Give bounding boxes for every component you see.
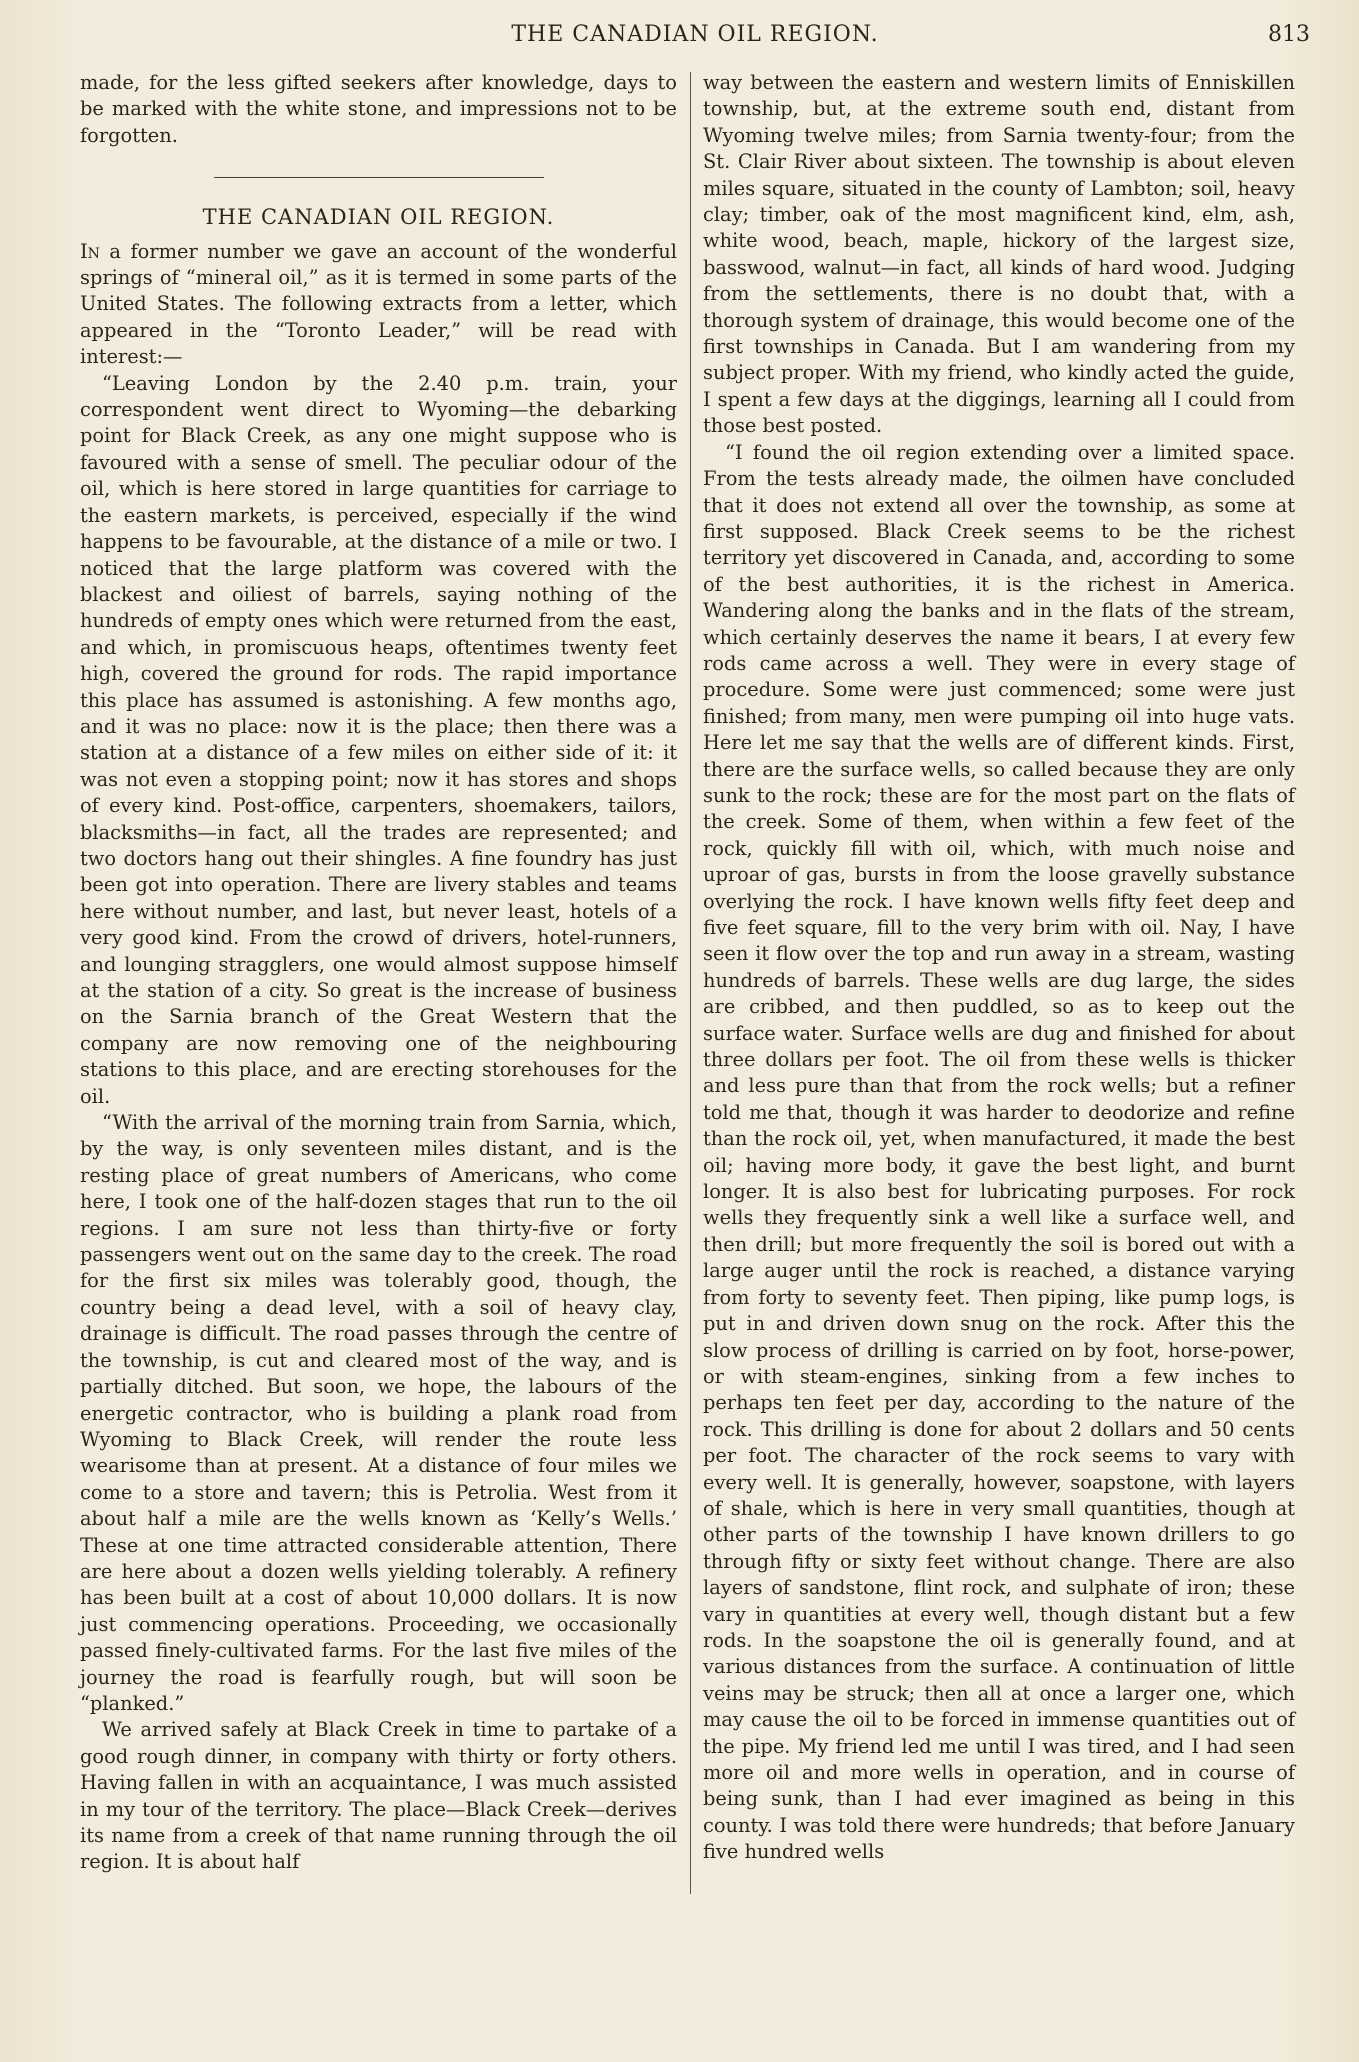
running-header (80, 22, 1310, 58)
right-column (703, 70, 1295, 1866)
intro-first-word: In (80, 239, 100, 263)
section-divider (214, 177, 544, 178)
body-paragraph: “Leaving London by the 2.40 p.m. train, your correspondent went direct to Wyoming—the debarking point for Black Creek, as any one might suppose who is favoured with a sense of smell. The peculiar odour of the oil, which is here stored in large quantities for carriage to the eastern markets, is perceived, especially if the wind happens to be favourable, at the distance of a mile or two. I noticed that the large platform was covered with the blackest and oiliest of barrels, saying nothing of the hundreds of empty ones which were returned from the east, and which, in promiscuous heaps, oftentimes twenty feet high, covered the ground for rods. The rapid importance this place has assumed is astonishing. A few months ago, and it was no place: now it is the place; then there was a station at a distance of a few miles on either side of it: it was not even a stopping point; now it has stores and shops of every kind. Post-office, carpenters, shoemakers, tailors, blacksmiths—in fact, all the trades are represented; and two doctors hang out their shingles. A fine foundry has just been got into operation. There are livery stables and teams here without number, and last, but never least, hotels of a very good kind. From the crowd of drivers, hotel-runners, and lounging stragglers, one would almost suppose himself at the station of a city. So great is the increase of business on the Sarnia branch of the Great Western that the company are now removing one of the neighbouring stations to this place, and are erecting storehouses for the oil. (80, 371, 677, 1108)
body-paragraph: We arrived safely at Black Creek in time to partake of a good rough dinner, in company with thirty or forty others. Having fallen in with an acquaintance, I was much assisted in my tour of the territory. The place—Black Creek—derives its name from a creek of that name running through the oil region. It is about half (80, 1718, 677, 1874)
body-paragraph: “With the arrival of the morning train from Sarnia, which, by the way, is only seventeen miles distant, and is the resting place of great numbers of Americans, who come here, I took one of the half-dozen stages that run to the oil regions. I am sure not less than thirty-five or forty passengers went out on the same day to the creek. The road for the first six miles was tolerably good, though, the country being a dead level, with a soil of heavy clay, drainage is difficult. The road passes through the centre of the township, is cut and cleared most of the way, and is partially ditched. But soon, we hope, the labours of the energetic contractor, who is building a plank road from Wyoming to Black Creek, will render the route less wearisome than at present. At a distance of four miles we come to a store and tavern; this is Petrolia. West from it about half a mile are the wells known as ‘Kelly’s Wells.’ These at one time attracted considerable attention, There are here about a dozen wells yielding tolerably. A refinery has been built at a cost of about 10,000 dollars. It is now just commencing operations. Proceeding, we occasionally passed finely-cultivated farms. For the last five miles of the journey the road is fearfully rough, but will soon be “planked.” (80, 1111, 677, 1715)
left-column (80, 70, 677, 1876)
section-title: THE CANADIAN OIL REGION. (202, 205, 555, 230)
running-title: THE CANADIAN OIL REGION. (511, 22, 879, 47)
body-paragraph: way between the eastern and western limits of Enniskillen township, but, at the extreme south end, distant from Wyoming twelve miles; from Sarnia twenty-four; from the St. Clair River about sixteen. The township is about eleven miles square, situated in the county of Lambton; soil, heavy clay; timber, oak of the most magnificent kind, elm, ash, white wood, beach, maple, hickory of the largest size, basswood, walnut—in fact, all kinds of hard wood. Judging from the settlements, there is no doubt that, with a thorough system of drainage, this would become one of the first townships in Canada. But I am wandering from my subject proper. With my friend, who kindly acted the guide, I spent a few days at the diggings, learning all I could from those best posted. (703, 71, 1295, 438)
continued-paragraph: made, for the less gifted seekers after knowledge, days to be marked with the white stone, and impressions not to be forgotten. (80, 71, 677, 147)
page-number: 813 (1268, 22, 1310, 47)
body-paragraph: “I found the oil region extending over a limited space. From the tests already made, the oilmen have concluded that it does not extend all over the township, as some at first supposed. Black Creek seems to be the richest territory yet discovered in Canada, and, according to some of the best authorities, it is the richest in America. Wandering along the banks and in the flats of the stream, which certainly deserves the name it bears, I at every few rods came across a well. They were in every stage of procedure. Some were just commenced; some were just finished; from many, men were pumping oil into huge vats. Here let me say that the wells are of different kinds. First, there are the surface wells, so called because they are only sunk to the rock; these are for the most part on the flats of the creek. Some of them, when within a few feet of the rock, quickly fill with oil, which, with much noise and uproar of gas, bursts in from the loose gravelly substance overlying the rock. I have known wells fifty feet deep and five feet square, fill to the very brim with oil. Nay, I have seen it flow over the top and run away in a stream, wasting hundreds of barrels. These wells are dug large, the sides are cribbed, and then puddled, so as to keep out the surface water. Surface wells are dug and finished for about three dollars per foot. The oil from these wells is thicker and less pure than that from the rock wells; but a refiner told me that, though it was harder to deodorize and refine than the rock oil, yet, when manufactured, it made the best oil; having more body, it gave the best light, and burnt longer. It is also best for lubricating purposes. For rock wells they frequently sink a well like a surface well, and then drill; but more frequently the soil is bored out with a large auger until the rock is reached, a distance varying from forty to seventy feet. Then piping, like pump logs, is put in and driven down snug on the rock. After this the slow process of drilling is carried on by foot, horse-power, or with steam-engines, sinking from a few inches to perhaps ten feet per day, according to the nature of the rock. This drilling is done for about 2 dollars and 50 cents per foot. The character of the rock seems to vary with every well. It is generally, however, soapstone, with layers of shale, which is here in very small quantities, though at other parts of the township I have known drillers to go through fifty or sixty feet without change. There are also layers of sandstone, flint rock, and sulphate of iron; these vary in quantities at every well, though distant but a few rods. In the soapstone the oil is generally found, and at various distances from the surface. A continuation of little veins may be struck; then all at once a larger one, which may cause the oil to be forced in immense quantities out of the pipe. My friend led me until I was tired, and I had seen more oil and more wells in operation, and in course of being sunk, than I had ever imagined as being in this county. I was told there were hundreds; that before January five hundred wells (703, 440, 1295, 1864)
intro-text: a former number we gave an account of the wonderful springs of “mineral oil,” as it is termed in some parts of the United States. The following extracts from a letter, which appeared in the “Toronto Leader,” will be read with interest:— (80, 239, 677, 369)
column-rule (690, 72, 691, 1894)
intro-paragraph (80, 239, 677, 371)
